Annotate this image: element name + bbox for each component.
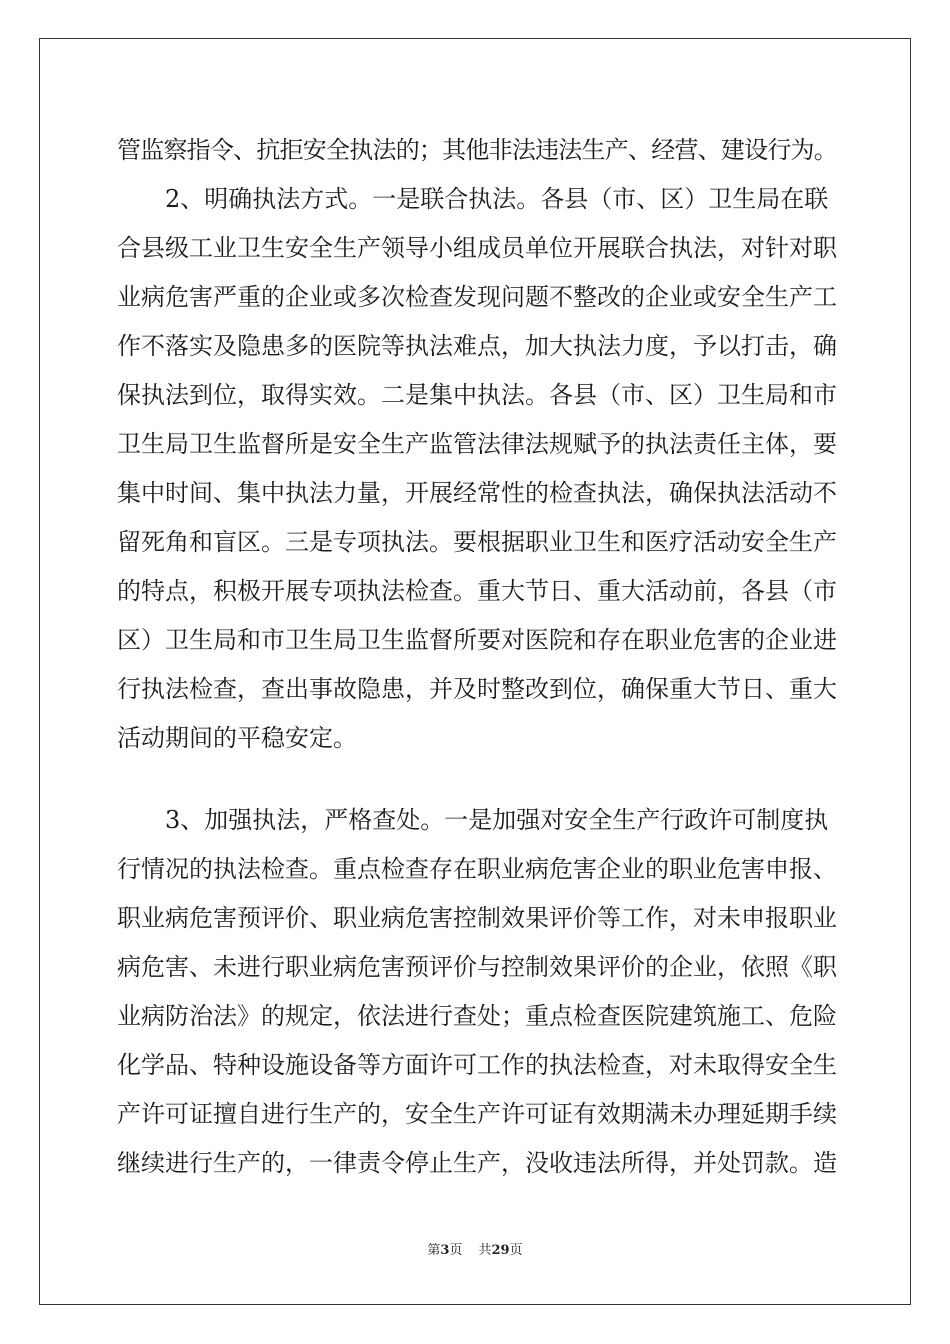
text-line: 管监察指令、抗拒安全执法的；其他非法违法生产、经营、建设行为。: [117, 136, 837, 164]
paragraph-start-line: 2、明确执法方式。一是联合执法。各县（市、区）卫生局在联: [165, 185, 829, 213]
page-footer: [0, 1242, 950, 1260]
text-line: 留死角和盲区。三是专项执法。要根据职业卫生和医疗活动安全生产: [117, 528, 837, 556]
text-line: 业病防治法》的规定，依法进行查处；重点检查医院建筑施工、危险: [117, 1002, 837, 1030]
text-line: 的特点，积极开展专项执法检查。重大节日、重大活动前，各县（市: [117, 577, 837, 605]
total-page-number: 29: [491, 1243, 510, 1258]
total-pages-label: 共29页: [478, 1243, 523, 1258]
text-line: 作不落实及隐患多的医院等执法难点，加大执法力度，予以打击，确: [117, 332, 837, 360]
text-line: 业病危害严重的企业或多次检查发现问题不整改的企业或安全生产工: [117, 283, 837, 311]
paragraph-start-line: 3、加强执法，严格查处。一是加强对安全生产行政许可制度执: [165, 806, 829, 834]
text-line: 保执法到位，取得实效。二是集中执法。各县（市、区）卫生局和市: [117, 381, 837, 409]
text-line: 职业病危害预评价、职业病危害控制效果评价等工作，对未申报职业: [117, 904, 837, 932]
text-line: 合县级工业卫生安全生产领导小组成员单位开展联合执法，对针对职: [117, 234, 837, 262]
text-line: 行情况的执法检查。重点检查存在职业病危害企业的职业危害申报、: [117, 855, 837, 883]
text-line: 继续进行生产的，一律责令停止生产，没收违法所得，并处罚款。造: [117, 1149, 837, 1177]
text-line: 活动期间的平稳安定。: [117, 724, 357, 752]
text-line: 病危害、未进行职业病危害预评价与控制效果评价的企业，依照《职: [117, 953, 837, 981]
text-line: 区）卫生局和市卫生局卫生监督所要对医院和存在职业危害的企业进: [117, 626, 837, 654]
current-page-number: 3: [440, 1243, 450, 1258]
text-line: 卫生局卫生监督所是安全生产监管法律法规赋予的执法责任主体，要: [117, 430, 837, 458]
page-number-label: 第3页: [427, 1243, 463, 1258]
text-line: 产许可证擅自进行生产的，安全生产许可证有效期满未办理延期手续: [117, 1100, 837, 1128]
text-line: 行执法检查，查出事故隐患，并及时整改到位，确保重大节日、重大: [117, 675, 837, 703]
text-line: 集中时间、集中执法力量，开展经常性的检查执法，确保执法活动不: [117, 479, 837, 507]
text-line: 化学品、特种设施设备等方面许可工作的执法检查，对未取得安全生: [117, 1051, 837, 1079]
